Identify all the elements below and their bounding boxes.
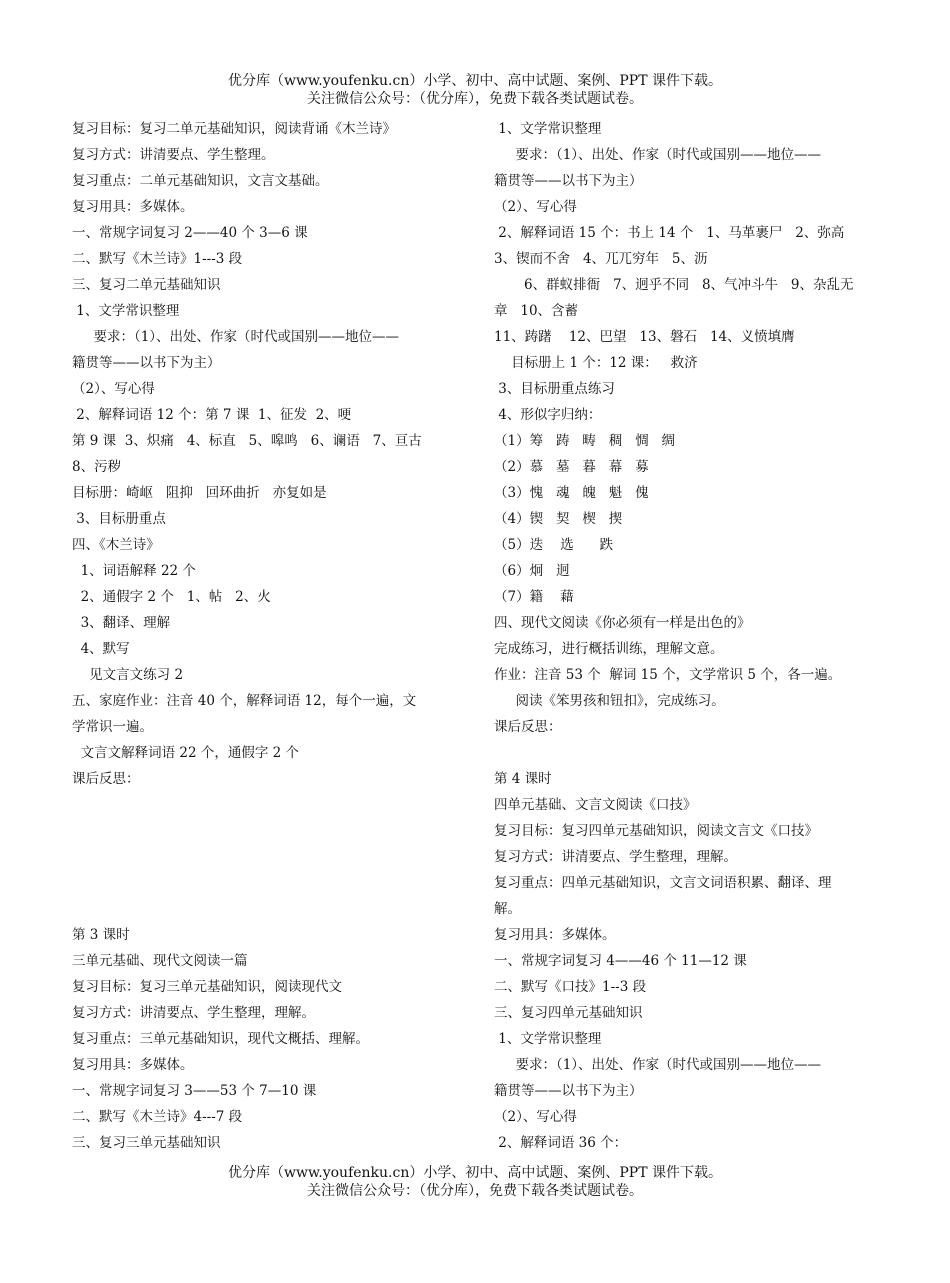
text-line: 8、污秽 [72, 459, 122, 475]
text-line: 4、默写 [72, 641, 130, 657]
text-line: 2、通假字 2 个 1、帖 2、火 [72, 589, 271, 605]
text-line: 1、文学常识整理 [494, 121, 602, 137]
text-line: 复习方式：讲清要点、学生整理。 [72, 147, 275, 163]
text-line: 2、解释词语 36 个： [494, 1135, 628, 1151]
text-line [72, 792, 462, 818]
text-line: 复习方式：讲清要点、学生整理，理解。 [494, 849, 737, 865]
text-line: 章 10、含蓄 [494, 303, 579, 319]
text-line: 文言文解释词语 22 个，通假字 2 个 [72, 745, 300, 761]
text-line: 1、文学常识整理 [72, 303, 180, 319]
page-header [0, 72, 950, 108]
header-line-2: 关注微信公众号：（优分库），免费下载各类试题试卷。 [307, 91, 643, 107]
text-line: 四单元基础、文言文阅读《口技》 [494, 797, 697, 813]
text-line: 复习用具：多媒体。 [494, 927, 616, 943]
page-footer [0, 1164, 950, 1200]
text-line: 完成练习，进行概括训练，理解文意。 [494, 641, 724, 657]
text-line: （2）、写心得 [494, 1109, 577, 1125]
text-line: 阅读《笨男孩和钮扣》，完成练习。 [494, 693, 725, 709]
text-line [72, 870, 462, 896]
text-line [72, 844, 462, 870]
text-line: 籍贯等——以书下为主） [494, 1083, 643, 1099]
text-line: 三单元基础、现代文阅读一篇 [72, 953, 248, 969]
text-line [72, 818, 462, 844]
text-line: 复习用具：多媒体。 [72, 1057, 194, 1073]
header-line-1: 优分库（www.youfenku.cn）小学、初中、高中试题、案例、PPT 课件下载。 [227, 73, 722, 89]
text-line: （5）迭 选 跌 [494, 537, 614, 553]
text-line: 11、踌躇 12、巴望 13、磐石 14、义愤填膺 [494, 329, 795, 345]
text-line: （1）筹 踌 畴 稠 惆 绸 [494, 433, 675, 449]
text-line: 3、翻译、理解 [72, 615, 171, 631]
text-line: 一、常规字词复习 3——53 个 7—10 课 [72, 1083, 317, 1099]
text-line: （2）、写心得 [494, 199, 577, 215]
text-line: （2）慕 墓 暮 幕 募 [494, 459, 649, 475]
text-line: 解。 [494, 901, 521, 917]
text-line: 三、复习三单元基础知识 [72, 1135, 221, 1151]
text-line: 作业：注音 53 个 解词 15 个，文学常识 5 个，各一遍。 [494, 667, 842, 683]
text-line: 三、复习四单元基础知识 [494, 1005, 643, 1021]
text-line: 复习目标：复习三单元基础知识，阅读现代文 [72, 979, 342, 995]
text-line: 复习目标：复习二单元基础知识，阅读背诵《木兰诗》 [72, 121, 396, 137]
text-line: 1、文学常识整理 [494, 1031, 602, 1047]
left-column [72, 116, 462, 1156]
text-line: 三、复习二单元基础知识 [72, 277, 221, 293]
text-line: 复习重点：四单元基础知识，文言文词语积累、翻译、理 [494, 875, 832, 891]
text-line: 2、解释词语 15 个：书上 14 个 1、马革裹尸 2、弥高 [494, 225, 845, 241]
text-line: 6、群蚁排衙 7、迥乎不同 8、气冲斗牛 9、杂乱无 [494, 277, 854, 293]
text-line: 课后反思： [494, 719, 562, 735]
text-line: 学常识一遍。 [72, 719, 153, 735]
text-line: （4）锲 契 楔 揳 [494, 511, 623, 527]
text-line [494, 740, 880, 766]
text-line: 复习方式：讲清要点、学生整理，理解。 [72, 1005, 315, 1021]
text-line: 二、默写《木兰诗》1---3 段 [72, 251, 243, 267]
text-line: 要求：（1）、出处、作家（时代或国别——地位—— [494, 1057, 822, 1073]
text-line: 4、形似字归纳： [494, 407, 602, 423]
text-line: 第 3 课时 [72, 927, 130, 943]
footer-line-1: 优分库（www.youfenku.cn）小学、初中、高中试题、案例、PPT 课件下载。 [227, 1165, 722, 1181]
right-column [494, 116, 880, 1156]
text-line: 籍贯等——以书下为主） [72, 355, 221, 371]
text-line: 四、现代文阅读《你必须有一样是出色的》 [494, 615, 751, 631]
text-line: 复习重点：二单元基础知识，文言文基础。 [72, 173, 329, 189]
text-line: 2、解释词语 12 个：第 7 课 1、征发 2、哽 [72, 407, 352, 423]
text-line: （2）、写心得 [72, 381, 155, 397]
text-line [72, 896, 462, 922]
text-line: 目标册上 1 个：12 课： 救济 [494, 355, 698, 371]
text-line: 复习重点：三单元基础知识，现代文概括、理解。 [72, 1031, 369, 1047]
text-line: 1、词语解释 22 个 [72, 563, 196, 579]
text-line: 一、常规字词复习 4——46 个 11—12 课 [494, 953, 747, 969]
text-line: 四、《木兰诗》 [72, 537, 160, 553]
text-line: 课后反思： [72, 771, 140, 787]
text-line: 复习用具：多媒体。 [72, 199, 194, 215]
text-line: 复习目标：复习四单元基础知识，阅读文言文《口技》 [494, 823, 818, 839]
text-line: 要求：（1）、出处、作家（时代或国别——地位—— [72, 329, 400, 345]
text-line: 3、目标册重点练习 [494, 381, 615, 397]
text-line: 3、锲而不舍 4、兀兀穷年 5、沥 [494, 251, 708, 267]
text-line: 目标册：崎岖 阻抑 回环曲折 亦复如是 [72, 485, 327, 501]
text-line: （7）籍 藉 [494, 589, 574, 605]
text-line: 一、常规字词复习 2——40 个 3—6 课 [72, 225, 308, 241]
text-line: 见文言文练习 2 [72, 667, 184, 683]
text-line: 要求：（1）、出处、作家（时代或国别——地位—— [494, 147, 822, 163]
text-line: 二、默写《口技》1--3 段 [494, 979, 647, 995]
text-line: （6）炯 迥 [494, 563, 570, 579]
text-line: （3）愧 魂 魄 魁 傀 [494, 485, 649, 501]
text-line: 第 9 课 3、炽痛 4、标直 5、嗥鸣 6、谰语 7、亘古 [72, 433, 422, 449]
text-line: 二、默写《木兰诗》4---7 段 [72, 1109, 243, 1125]
footer-line-2: 关注微信公众号：（优分库），免费下载各类试题试卷。 [307, 1183, 643, 1199]
text-line: 五、家庭作业：注音 40 个，解释词语 12，每个一遍，文 [72, 693, 417, 709]
text-line: 籍贯等——以书下为主） [494, 173, 643, 189]
text-line: 第 4 课时 [494, 771, 552, 787]
text-line: 3、目标册重点 [72, 511, 166, 527]
